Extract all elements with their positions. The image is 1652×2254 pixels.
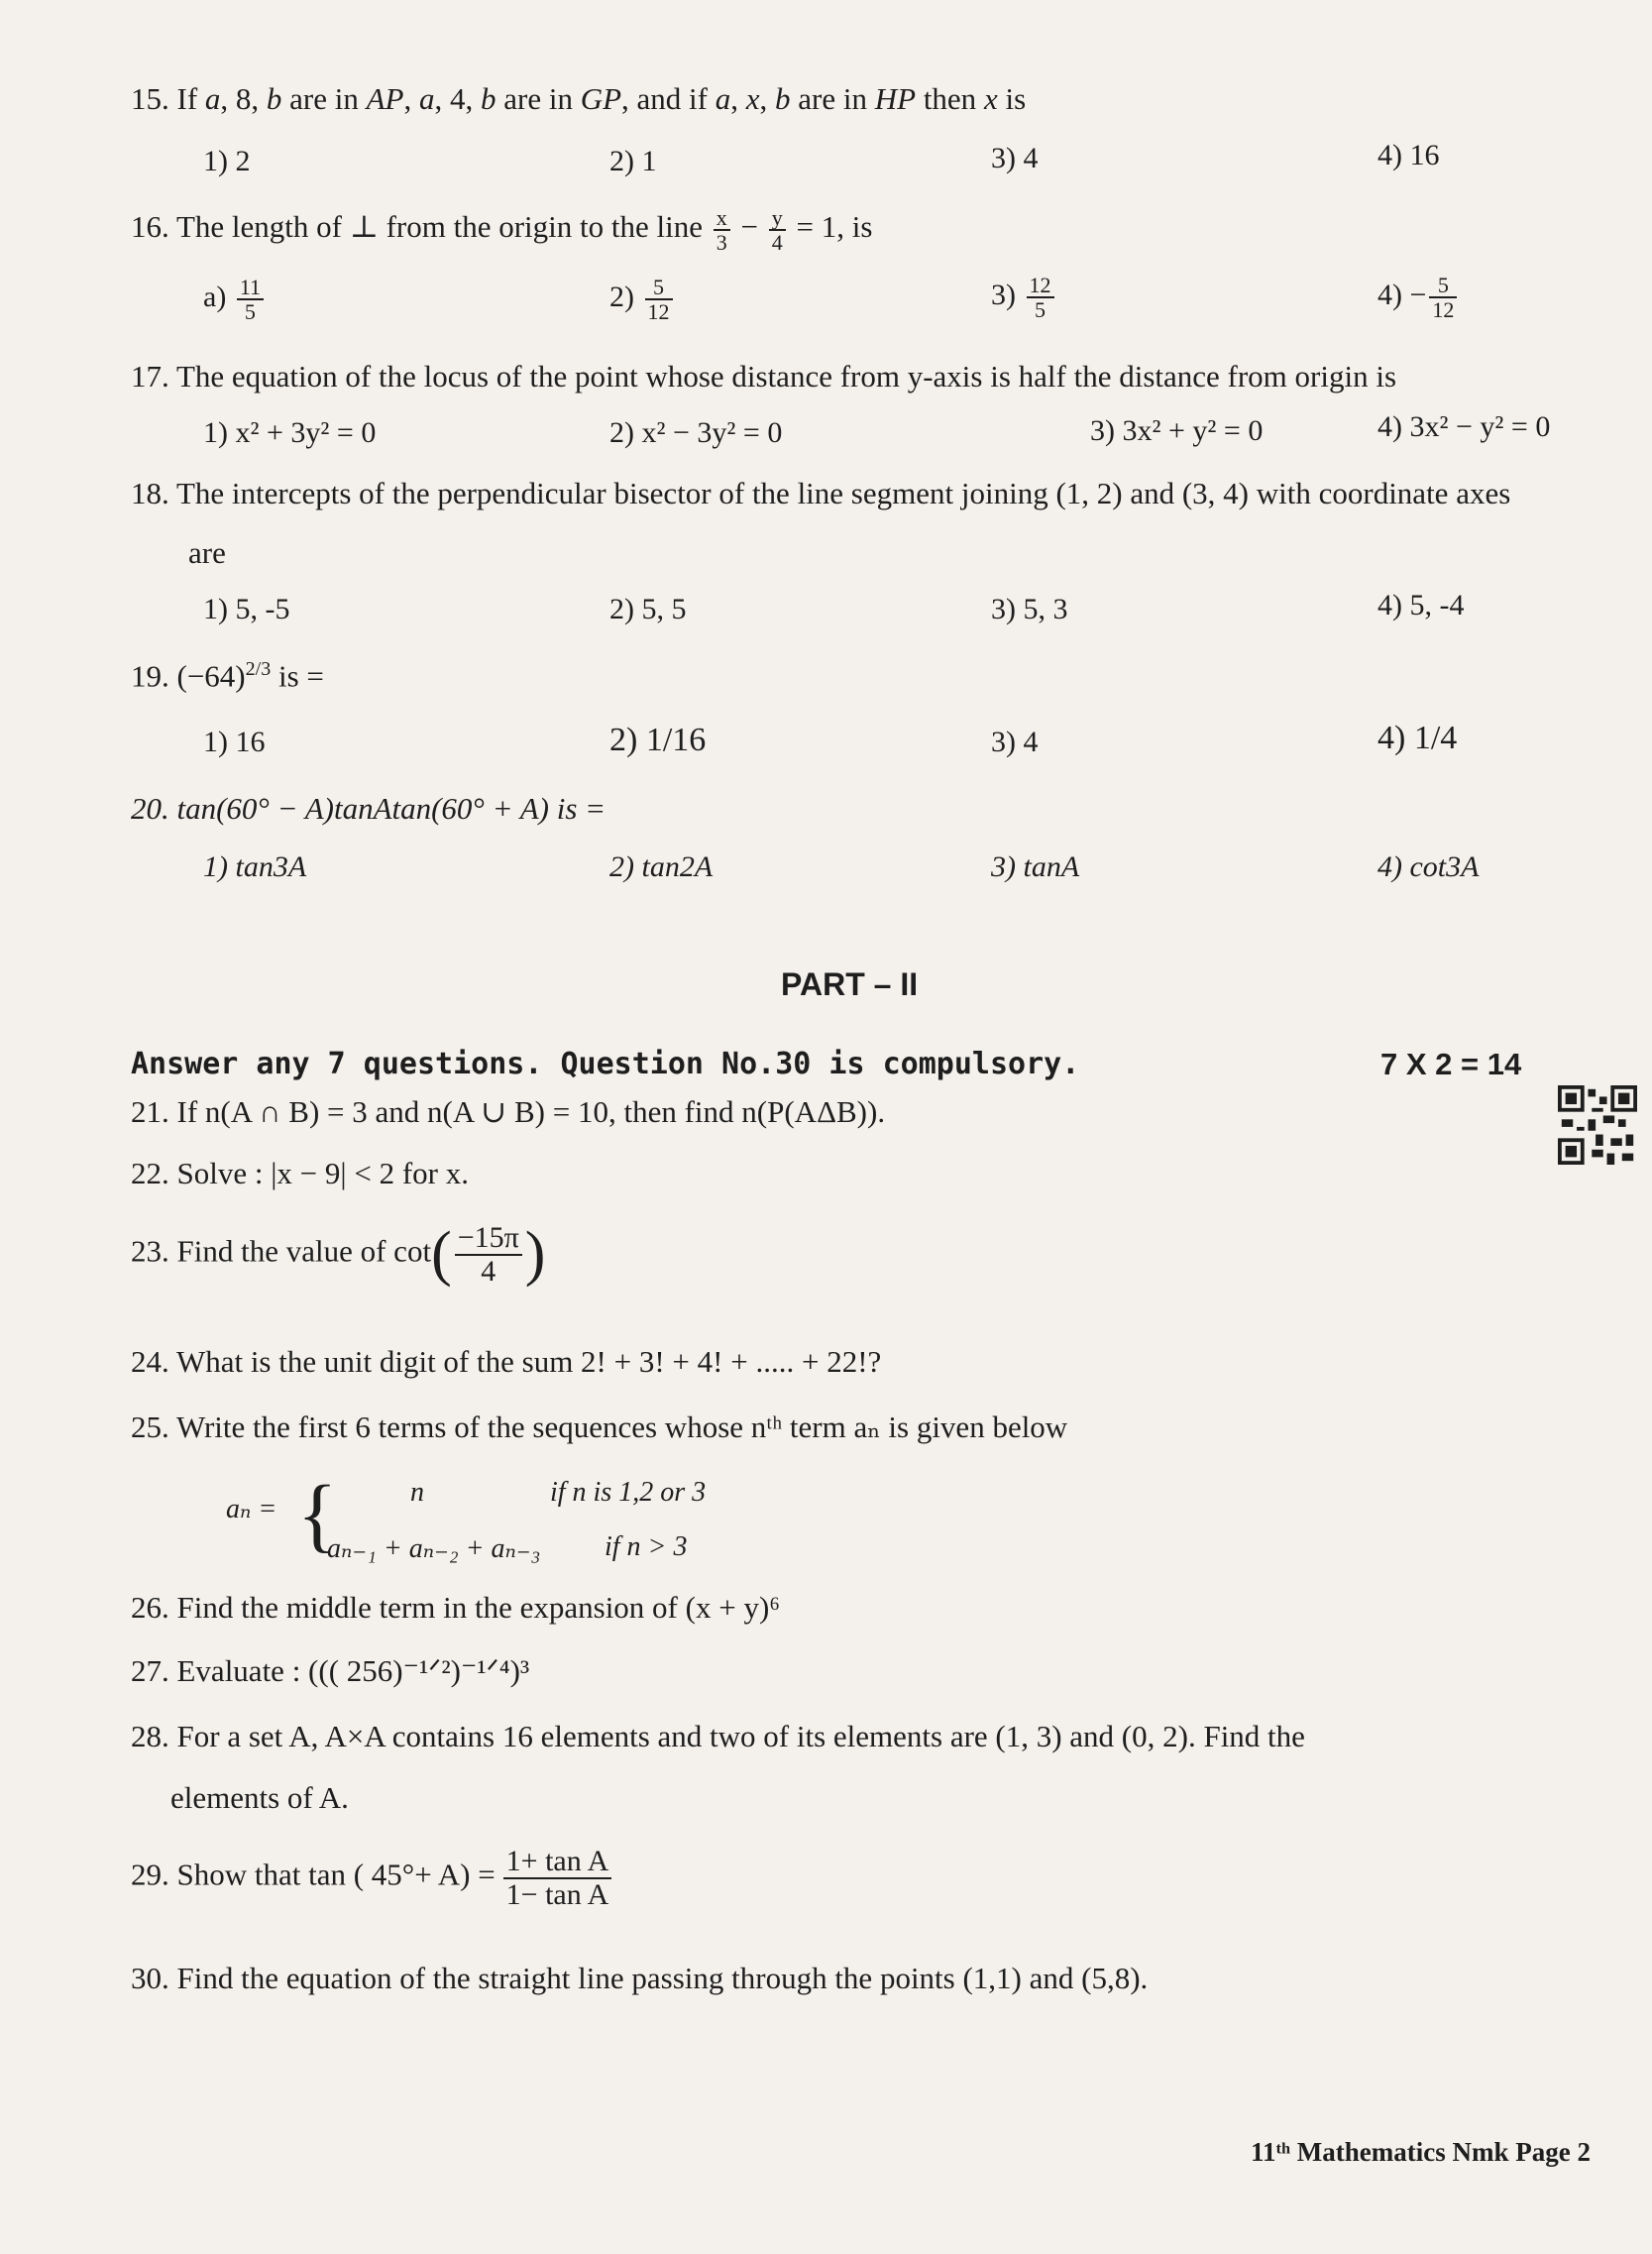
q16-opt1-fraction — [237, 276, 264, 323]
question-28: 28. For a set A, A×A contains 16 elements and two of its elements are (1, 3) and (0, 2). Find the — [131, 1719, 1305, 1753]
q20-option-3: 3) tanA — [991, 850, 1080, 883]
question-27: 27. Evaluate : ((( 256)⁻¹ᐟ²)⁻¹ᐟ⁴)³ — [131, 1653, 530, 1688]
q25-case-1-condition: if n is 1,2 or 3 — [550, 1477, 707, 1508]
frac-den: 1− tan A — [505, 1877, 609, 1911]
q15-var: a — [204, 81, 221, 116]
q19-option-2: 2) 1/16 — [609, 722, 707, 758]
q16-fraction-y — [769, 206, 786, 254]
frac-den: 12 — [1432, 297, 1455, 323]
q20-option-1: 1) tan3A — [203, 850, 307, 883]
question-16 — [131, 206, 872, 254]
page-footer: 11ᵗʰ Mathematics Nmk Page 2 — [1251, 2137, 1591, 2167]
part-2-heading: PART – II — [781, 966, 919, 1002]
frac-num: 1+ tan A — [503, 1846, 612, 1879]
q15-text: , and if — [621, 81, 716, 116]
q23-paren-open: ( — [431, 1220, 452, 1288]
q29-fraction — [503, 1846, 612, 1910]
question-26: 26. Find the middle term in the expansion of (x + y)⁶ — [131, 1590, 781, 1625]
question-28-continued: elements of A. — [170, 1780, 349, 1815]
q19-tail: is = — [271, 658, 324, 694]
q18-option-4: 4) 5, -4 — [1377, 589, 1465, 621]
question-18: 18. The intercepts of the perpendicular bisector of the line segment joining (1, 2) and (3, 4) with coordinate axes — [131, 476, 1511, 510]
q19-option-4: 4) 1/4 — [1377, 720, 1458, 756]
q29-stem: 29. Show that tan ( 45°+ A) = — [131, 1857, 496, 1892]
frac-num: −15π — [455, 1222, 522, 1256]
q16-opt-label: a) — [203, 280, 234, 313]
q19-option-1: 1) 16 — [203, 726, 266, 758]
question-17: 17. The equation of the locus of the point whose distance from y-axis is half the distance from origin is — [131, 359, 1397, 394]
q15-var: a — [419, 81, 435, 116]
q15-var: b — [481, 81, 496, 116]
question-29 — [131, 1846, 614, 1910]
q20-option-2: 2) tan2A — [609, 850, 714, 883]
q16-option-1 — [203, 276, 267, 323]
q15-text: are in — [790, 81, 875, 116]
q15-text: are in — [281, 81, 367, 116]
q15-text: , 8, — [220, 81, 267, 116]
q16-frac-den: 4 — [771, 230, 783, 256]
question-20: 20. tan(60° − A)tanAtan(60° + A) is = — [131, 791, 606, 826]
q16-opt-label: 2) — [609, 280, 642, 313]
frac-num: 11 — [237, 276, 264, 300]
question-22: 22. Solve : |x − 9| < 2 for x. — [131, 1156, 469, 1190]
part-2-instruction: Answer any 7 questions. Question No.30 is compulsory. — [131, 1047, 1080, 1081]
q16-frac-den: 3 — [716, 230, 727, 256]
frac-num: 12 — [1027, 274, 1054, 298]
q16-option-2 — [609, 276, 676, 323]
question-15 — [131, 81, 1026, 117]
q19-base: 19. (−64) — [131, 658, 246, 694]
q19-exponent: 2/3 — [245, 658, 272, 680]
q19-option-3: 3) 4 — [991, 726, 1039, 758]
q15-var: b — [266, 81, 282, 116]
q16-frac-num: x — [714, 206, 730, 231]
q25-case-2-condition: if n > 3 — [605, 1531, 688, 1562]
frac-den: 5 — [1035, 297, 1046, 323]
question-23 — [131, 1219, 545, 1290]
q18-option-2: 2) 5, 5 — [609, 593, 687, 625]
q25-brace: { — [297, 1469, 338, 1561]
question-30: 30. Find the equation of the straight line passing through the points (1,1) and (5,8). — [131, 1961, 1149, 1995]
q15-var: a — [715, 81, 731, 116]
question-25: 25. Write the first 6 terms of the sequences whose nᵗʰ term aₙ is given below — [131, 1409, 1068, 1444]
question-18-continued: are — [188, 535, 226, 570]
q15-text: , 4, — [434, 81, 481, 116]
question-19 — [131, 658, 324, 694]
q16-opt3-fraction — [1027, 274, 1054, 321]
q15-text: , — [730, 81, 746, 116]
q18-option-1: 1) 5, -5 — [203, 593, 290, 625]
q25-lhs: aₙ = — [226, 1494, 277, 1524]
q16-minus: − — [732, 209, 766, 245]
q15-var: AP — [366, 81, 404, 116]
q15-var: HP — [874, 81, 917, 116]
question-24: 24. What is the unit digit of the sum 2! + 3! + 4! + ..... + 22!? — [131, 1344, 882, 1379]
q15-text: then — [916, 81, 984, 116]
q23-paren-close: ) — [524, 1220, 546, 1288]
q16-frac-num: y — [769, 206, 786, 231]
frac-num: 5 — [645, 276, 673, 300]
q15-var: x — [983, 81, 998, 116]
q20-option-4: 4) cot3A — [1377, 850, 1480, 883]
q15-text: is — [997, 81, 1027, 116]
q16-fraction-x — [714, 206, 730, 254]
q17-option-1: 1) x² + 3y² = 0 — [203, 416, 377, 449]
qr-code-icon — [1558, 1085, 1637, 1165]
q15-option-1: 1) 2 — [203, 145, 251, 177]
q17-option-2: 2) x² − 3y² = 0 — [609, 416, 783, 449]
q16-tail: = 1, is — [788, 209, 873, 245]
q17-option-4: 4) 3x² − y² = 0 — [1377, 410, 1551, 443]
q15-var: b — [775, 81, 791, 116]
frac-den: 4 — [481, 1254, 496, 1288]
q18-option-3: 3) 5, 3 — [991, 593, 1068, 625]
frac-den: 12 — [647, 299, 670, 325]
q17-option-3: 3) 3x² + y² = 0 — [1090, 414, 1264, 447]
frac-den: 5 — [244, 299, 256, 325]
q15-text: , — [759, 81, 776, 116]
q25-case-2-value: aₙ₋₁ + aₙ₋₂ + aₙ₋₃ — [327, 1533, 541, 1564]
q15-text: , — [403, 81, 419, 116]
q16-opt-label: 4) − — [1377, 278, 1427, 311]
q16-stem: 16. The length of ⊥ from the origin to the line — [131, 209, 711, 245]
q16-opt-label: 3) — [991, 278, 1024, 311]
part-2-marks: 7 X 2 = 14 — [1380, 1047, 1522, 1081]
q16-opt4-fraction — [1429, 274, 1457, 321]
q15-var: GP — [580, 81, 622, 116]
q15-var: x — [745, 81, 760, 116]
q16-option-4 — [1377, 274, 1460, 321]
q15-option-2: 2) 1 — [609, 145, 657, 177]
q15-text: are in — [496, 81, 581, 116]
q15-option-3: 3) 4 — [991, 142, 1039, 174]
q16-opt2-fraction — [645, 276, 673, 323]
q23-stem: 23. Find the value of cot — [131, 1233, 432, 1269]
q15-stem: 15. If — [131, 81, 205, 116]
q15-option-4: 4) 16 — [1377, 139, 1440, 171]
question-21: 21. If n(A ∩ B) = 3 and n(A ∪ B) = 10, then find n(P(AΔB)). — [131, 1094, 886, 1129]
frac-num: 5 — [1429, 274, 1457, 298]
q23-fraction — [455, 1222, 522, 1287]
q16-option-3 — [991, 274, 1057, 321]
q25-case-1-value: n — [410, 1477, 424, 1508]
